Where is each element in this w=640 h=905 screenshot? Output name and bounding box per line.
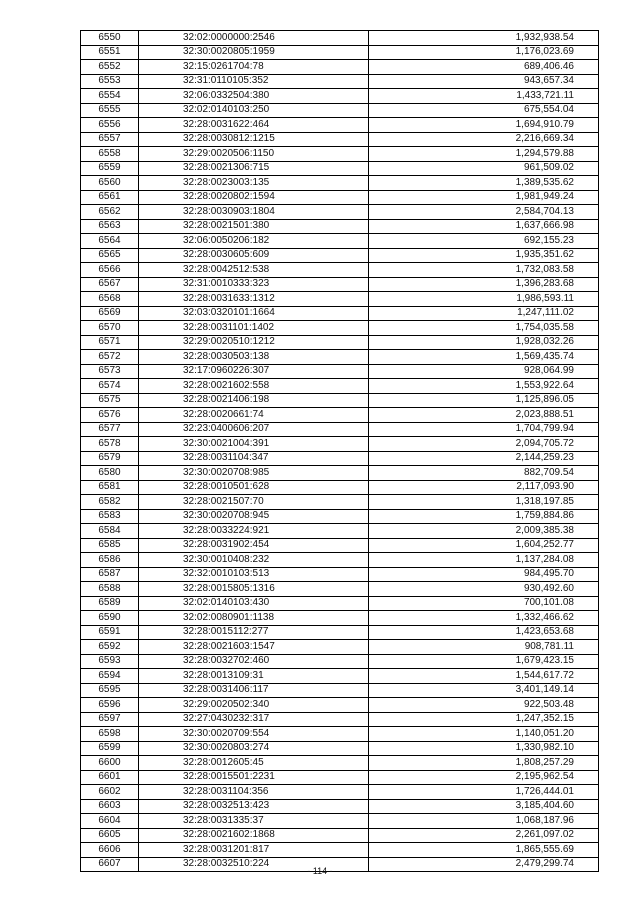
- cadastral-number-cell: 32:31:0010333:323: [139, 277, 369, 292]
- cadastral-number-cell: 32:30:0010408:232: [139, 553, 369, 568]
- row-number-cell: 6580: [81, 466, 139, 481]
- table-row: [81, 335, 599, 350]
- amount-cell: 1,396,283.68: [369, 277, 599, 292]
- amount-cell: 1,330,982.10: [369, 741, 599, 756]
- cadastral-number-cell: 32:28:0031335:37: [139, 814, 369, 829]
- table-row: [81, 263, 599, 278]
- cadastral-number-cell: 32:27:0430232:317: [139, 712, 369, 727]
- row-number-cell: 6591: [81, 625, 139, 640]
- table-row: [81, 669, 599, 684]
- table-row: [81, 147, 599, 162]
- amount-cell: 1,137,284.08: [369, 553, 599, 568]
- amount-cell: 1,694,910.79: [369, 118, 599, 133]
- row-number-cell: 6559: [81, 161, 139, 176]
- table-row: [81, 234, 599, 249]
- table-row: [81, 379, 599, 394]
- amount-cell: 922,503.48: [369, 698, 599, 713]
- table-row: [81, 538, 599, 553]
- amount-cell: 1,754,035.58: [369, 321, 599, 336]
- table-row: [81, 640, 599, 655]
- row-number-cell: 6557: [81, 132, 139, 147]
- row-number-cell: 6570: [81, 321, 139, 336]
- cadastral-number-cell: 32:28:0021501:380: [139, 219, 369, 234]
- cadastral-number-cell: 32:29:0020510:1212: [139, 335, 369, 350]
- cadastral-number-cell: 32:30:0020708:945: [139, 509, 369, 524]
- row-number-cell: 6568: [81, 292, 139, 307]
- row-number-cell: 6601: [81, 770, 139, 785]
- cadastral-number-cell: 32:31:0110105:352: [139, 74, 369, 89]
- table-row: [81, 176, 599, 191]
- table-row: [81, 799, 599, 814]
- table-row: [81, 422, 599, 437]
- amount-cell: 2,023,888.51: [369, 408, 599, 423]
- cadastral-number-cell: 32:06:0050206:182: [139, 234, 369, 249]
- row-number-cell: 6588: [81, 582, 139, 597]
- amount-cell: 1,433,721.11: [369, 89, 599, 104]
- page-number: - 114 -: [307, 866, 333, 876]
- amount-cell: 1,125,896.05: [369, 393, 599, 408]
- cadastral-number-cell: 32:30:0020803:274: [139, 741, 369, 756]
- row-number-cell: 6579: [81, 451, 139, 466]
- row-number-cell: 6599: [81, 741, 139, 756]
- cadastral-number-cell: 32:28:0021602:558: [139, 379, 369, 394]
- cadastral-number-cell: 32:28:0031104:347: [139, 451, 369, 466]
- table-row: [81, 770, 599, 785]
- row-number-cell: 6560: [81, 176, 139, 191]
- cadastral-number-cell: 32:03:0320101:1664: [139, 306, 369, 321]
- row-number-cell: 6583: [81, 509, 139, 524]
- table-row: [81, 45, 599, 60]
- cadastral-number-cell: 32:28:0031406:117: [139, 683, 369, 698]
- table-row: [81, 596, 599, 611]
- row-number-cell: 6582: [81, 495, 139, 510]
- row-number-cell: 6576: [81, 408, 139, 423]
- amount-cell: 1,544,617.72: [369, 669, 599, 684]
- amount-cell: 1,423,653.68: [369, 625, 599, 640]
- table-row: [81, 408, 599, 423]
- table-row: [81, 741, 599, 756]
- amount-cell: 882,709.54: [369, 466, 599, 481]
- row-number-cell: 6600: [81, 756, 139, 771]
- amount-cell: 3,401,149.14: [369, 683, 599, 698]
- row-number-cell: 6586: [81, 553, 139, 568]
- cadastral-number-cell: 32:30:0020709:554: [139, 727, 369, 742]
- cadastral-number-cell: 32:28:0030503:138: [139, 350, 369, 365]
- table-row: [81, 118, 599, 133]
- table-row: [81, 74, 599, 89]
- amount-cell: 2,261,097.02: [369, 828, 599, 843]
- row-number-cell: 6602: [81, 785, 139, 800]
- amount-cell: 930,492.60: [369, 582, 599, 597]
- table-row: [81, 625, 599, 640]
- amount-cell: 1,865,555.69: [369, 843, 599, 858]
- cadastral-number-cell: 32:28:0032513:423: [139, 799, 369, 814]
- amount-cell: 984,495.70: [369, 567, 599, 582]
- cadastral-number-cell: 32:02:0080901:1138: [139, 611, 369, 626]
- cadastral-number-cell: 32:28:0042512:538: [139, 263, 369, 278]
- row-number-cell: 6550: [81, 31, 139, 46]
- cadastral-number-cell: 32:28:0031104:356: [139, 785, 369, 800]
- amount-cell: 1,704,799.94: [369, 422, 599, 437]
- amount-cell: 2,117,093.90: [369, 480, 599, 495]
- row-number-cell: 6556: [81, 118, 139, 133]
- row-number-cell: 6555: [81, 103, 139, 118]
- amount-cell: 2,584,704.13: [369, 205, 599, 220]
- cadastral-number-cell: 32:28:0020661:74: [139, 408, 369, 423]
- amount-cell: 2,479,299.74: [369, 857, 599, 872]
- amount-cell: 1,604,252.77: [369, 538, 599, 553]
- table-row: [81, 524, 599, 539]
- cadastral-number-cell: 32:28:0021603:1547: [139, 640, 369, 655]
- amount-cell: 1,808,257.29: [369, 756, 599, 771]
- cadastral-number-cell: 32:28:0021406:198: [139, 393, 369, 408]
- row-number-cell: 6563: [81, 219, 139, 234]
- table-row: [81, 60, 599, 75]
- amount-cell: 1,981,949.24: [369, 190, 599, 205]
- amount-cell: 908,781.11: [369, 640, 599, 655]
- row-number-cell: 6594: [81, 669, 139, 684]
- table-row: [81, 553, 599, 568]
- amount-cell: 1,935,351.62: [369, 248, 599, 263]
- table-row: [81, 132, 599, 147]
- row-number-cell: 6597: [81, 712, 139, 727]
- row-number-cell: 6592: [81, 640, 139, 655]
- table-row: [81, 451, 599, 466]
- row-number-cell: 6604: [81, 814, 139, 829]
- amount-cell: 1,928,032.26: [369, 335, 599, 350]
- table-row: [81, 843, 599, 858]
- cadastral-number-cell: 32:28:0032702:460: [139, 654, 369, 669]
- cadastral-number-cell: 32:06:0332504:380: [139, 89, 369, 104]
- amount-cell: 1,294,579.88: [369, 147, 599, 162]
- table-row: [81, 654, 599, 669]
- cadastral-number-cell: 32:28:0030903:1804: [139, 205, 369, 220]
- row-number-cell: 6565: [81, 248, 139, 263]
- cadastral-number-cell: 32:30:0020708:985: [139, 466, 369, 481]
- amount-cell: 1,569,435.74: [369, 350, 599, 365]
- table-row: [81, 495, 599, 510]
- row-number-cell: 6595: [81, 683, 139, 698]
- amount-cell: 1,637,666.98: [369, 219, 599, 234]
- table-row: [81, 31, 599, 46]
- row-number-cell: 6584: [81, 524, 139, 539]
- amount-cell: 1,932,938.54: [369, 31, 599, 46]
- cadastral-number-cell: 32:28:0021602:1868: [139, 828, 369, 843]
- table-row: [81, 103, 599, 118]
- cadastral-number-cell: 32:28:0033224:921: [139, 524, 369, 539]
- amount-cell: 2,094,705.72: [369, 437, 599, 452]
- table-row: [81, 683, 599, 698]
- row-number-cell: 6606: [81, 843, 139, 858]
- row-number-cell: 6603: [81, 799, 139, 814]
- table-row: [81, 567, 599, 582]
- table-row: [81, 466, 599, 481]
- table-row: [81, 756, 599, 771]
- cadastral-number-cell: 32:28:0031201:817: [139, 843, 369, 858]
- amount-cell: 1,726,444.01: [369, 785, 599, 800]
- table-row: [81, 205, 599, 220]
- amount-cell: 2,216,669.34: [369, 132, 599, 147]
- amount-cell: 1,332,466.62: [369, 611, 599, 626]
- table-row: [81, 437, 599, 452]
- table-row: [81, 480, 599, 495]
- table-row: [81, 161, 599, 176]
- cadastral-number-cell: 32:28:0010501:628: [139, 480, 369, 495]
- table-row: [81, 321, 599, 336]
- cadastral-number-cell: 32:28:0015501:2231: [139, 770, 369, 785]
- table-row: [81, 350, 599, 365]
- row-number-cell: 6571: [81, 335, 139, 350]
- table-row: [81, 393, 599, 408]
- table-row: [81, 219, 599, 234]
- row-number-cell: 6554: [81, 89, 139, 104]
- table-row: [81, 698, 599, 713]
- table-row: [81, 828, 599, 843]
- table-row: [81, 190, 599, 205]
- amount-cell: 1,140,051.20: [369, 727, 599, 742]
- cadastral-number-cell: 32:23:0400606:207: [139, 422, 369, 437]
- cadastral-number-cell: 32:28:0031902:454: [139, 538, 369, 553]
- row-number-cell: 6607: [81, 857, 139, 872]
- row-number-cell: 6587: [81, 567, 139, 582]
- amount-cell: 1,732,083.58: [369, 263, 599, 278]
- row-number-cell: 6566: [81, 263, 139, 278]
- amount-cell: 1,318,197.85: [369, 495, 599, 510]
- row-number-cell: 6567: [81, 277, 139, 292]
- cadastral-number-cell: 32:28:0015805:1316: [139, 582, 369, 597]
- amount-cell: 943,657.34: [369, 74, 599, 89]
- table-row: [81, 814, 599, 829]
- amount-cell: 1,389,535.62: [369, 176, 599, 191]
- row-number-cell: 6573: [81, 364, 139, 379]
- table-row: [81, 785, 599, 800]
- amount-cell: 1,247,111.02: [369, 306, 599, 321]
- row-number-cell: 6561: [81, 190, 139, 205]
- row-number-cell: 6562: [81, 205, 139, 220]
- cadastral-number-cell: 32:28:0020802:1594: [139, 190, 369, 205]
- row-number-cell: 6589: [81, 596, 139, 611]
- amount-cell: 1,759,884.86: [369, 509, 599, 524]
- cadastral-number-cell: 32:28:0023003:135: [139, 176, 369, 191]
- row-number-cell: 6578: [81, 437, 139, 452]
- cadastral-number-cell: 32:17:0960226:307: [139, 364, 369, 379]
- table-row: [81, 727, 599, 742]
- data-table: [80, 30, 599, 872]
- amount-cell: 961,509.02: [369, 161, 599, 176]
- table-row: [81, 306, 599, 321]
- table-body: [81, 31, 599, 872]
- table-row: [81, 248, 599, 263]
- row-number-cell: 6564: [81, 234, 139, 249]
- cadastral-number-cell: 32:30:0021004:391: [139, 437, 369, 452]
- cadastral-number-cell: 32:29:0020502:340: [139, 698, 369, 713]
- amount-cell: 689,406.46: [369, 60, 599, 75]
- row-number-cell: 6569: [81, 306, 139, 321]
- cadastral-number-cell: 32:30:0020805:1959: [139, 45, 369, 60]
- cadastral-number-cell: 32:02:0000000:2546: [139, 31, 369, 46]
- table-row: [81, 712, 599, 727]
- amount-cell: 2,195,962.54: [369, 770, 599, 785]
- cadastral-number-cell: 32:28:0031101:1402: [139, 321, 369, 336]
- row-number-cell: 6574: [81, 379, 139, 394]
- amount-cell: 1,679,423.15: [369, 654, 599, 669]
- amount-cell: 928,064.99: [369, 364, 599, 379]
- cadastral-number-cell: 32:28:0030605:609: [139, 248, 369, 263]
- cadastral-number-cell: 32:28:0030812:1215: [139, 132, 369, 147]
- table-row: [81, 582, 599, 597]
- row-number-cell: 6590: [81, 611, 139, 626]
- cadastral-number-cell: 32:28:0032510:224: [139, 857, 369, 872]
- amount-cell: 1,068,187.96: [369, 814, 599, 829]
- row-number-cell: 6581: [81, 480, 139, 495]
- amount-cell: 700,101.08: [369, 596, 599, 611]
- row-number-cell: 6593: [81, 654, 139, 669]
- amount-cell: 1,176,023.69: [369, 45, 599, 60]
- cadastral-number-cell: 32:28:0012605:45: [139, 756, 369, 771]
- table-row: [81, 277, 599, 292]
- cadastral-number-cell: 32:02:0140103:250: [139, 103, 369, 118]
- table-row: [81, 292, 599, 307]
- cadastral-number-cell: 32:28:0021507:70: [139, 495, 369, 510]
- amount-cell: 3,185,404.60: [369, 799, 599, 814]
- cadastral-number-cell: 32:28:0031633:1312: [139, 292, 369, 307]
- cadastral-number-cell: 32:29:0020506:1150: [139, 147, 369, 162]
- row-number-cell: 6553: [81, 74, 139, 89]
- table-row: [81, 509, 599, 524]
- row-number-cell: 6575: [81, 393, 139, 408]
- amount-cell: 1,247,352.15: [369, 712, 599, 727]
- row-number-cell: 6558: [81, 147, 139, 162]
- row-number-cell: 6585: [81, 538, 139, 553]
- table-row: [81, 89, 599, 104]
- amount-cell: 1,553,922.64: [369, 379, 599, 394]
- amount-cell: 675,554.04: [369, 103, 599, 118]
- table-row: [81, 364, 599, 379]
- row-number-cell: 6598: [81, 727, 139, 742]
- row-number-cell: 6605: [81, 828, 139, 843]
- table-row: [81, 611, 599, 626]
- row-number-cell: 6552: [81, 60, 139, 75]
- row-number-cell: 6551: [81, 45, 139, 60]
- amount-cell: 2,144,259.23: [369, 451, 599, 466]
- cadastral-number-cell: 32:28:0031622:464: [139, 118, 369, 133]
- cadastral-number-cell: 32:15:0261704:78: [139, 60, 369, 75]
- row-number-cell: 6572: [81, 350, 139, 365]
- cadastral-number-cell: 32:28:0015112:277: [139, 625, 369, 640]
- amount-cell: 1,986,593.11: [369, 292, 599, 307]
- cadastral-number-cell: 32:28:0013109:31: [139, 669, 369, 684]
- cadastral-number-cell: 32:32:0010103:513: [139, 567, 369, 582]
- cadastral-number-cell: 32:02:0140103:430: [139, 596, 369, 611]
- row-number-cell: 6577: [81, 422, 139, 437]
- row-number-cell: 6596: [81, 698, 139, 713]
- amount-cell: 2,009,385.38: [369, 524, 599, 539]
- cadastral-number-cell: 32:28:0021306:715: [139, 161, 369, 176]
- amount-cell: 692,155.23: [369, 234, 599, 249]
